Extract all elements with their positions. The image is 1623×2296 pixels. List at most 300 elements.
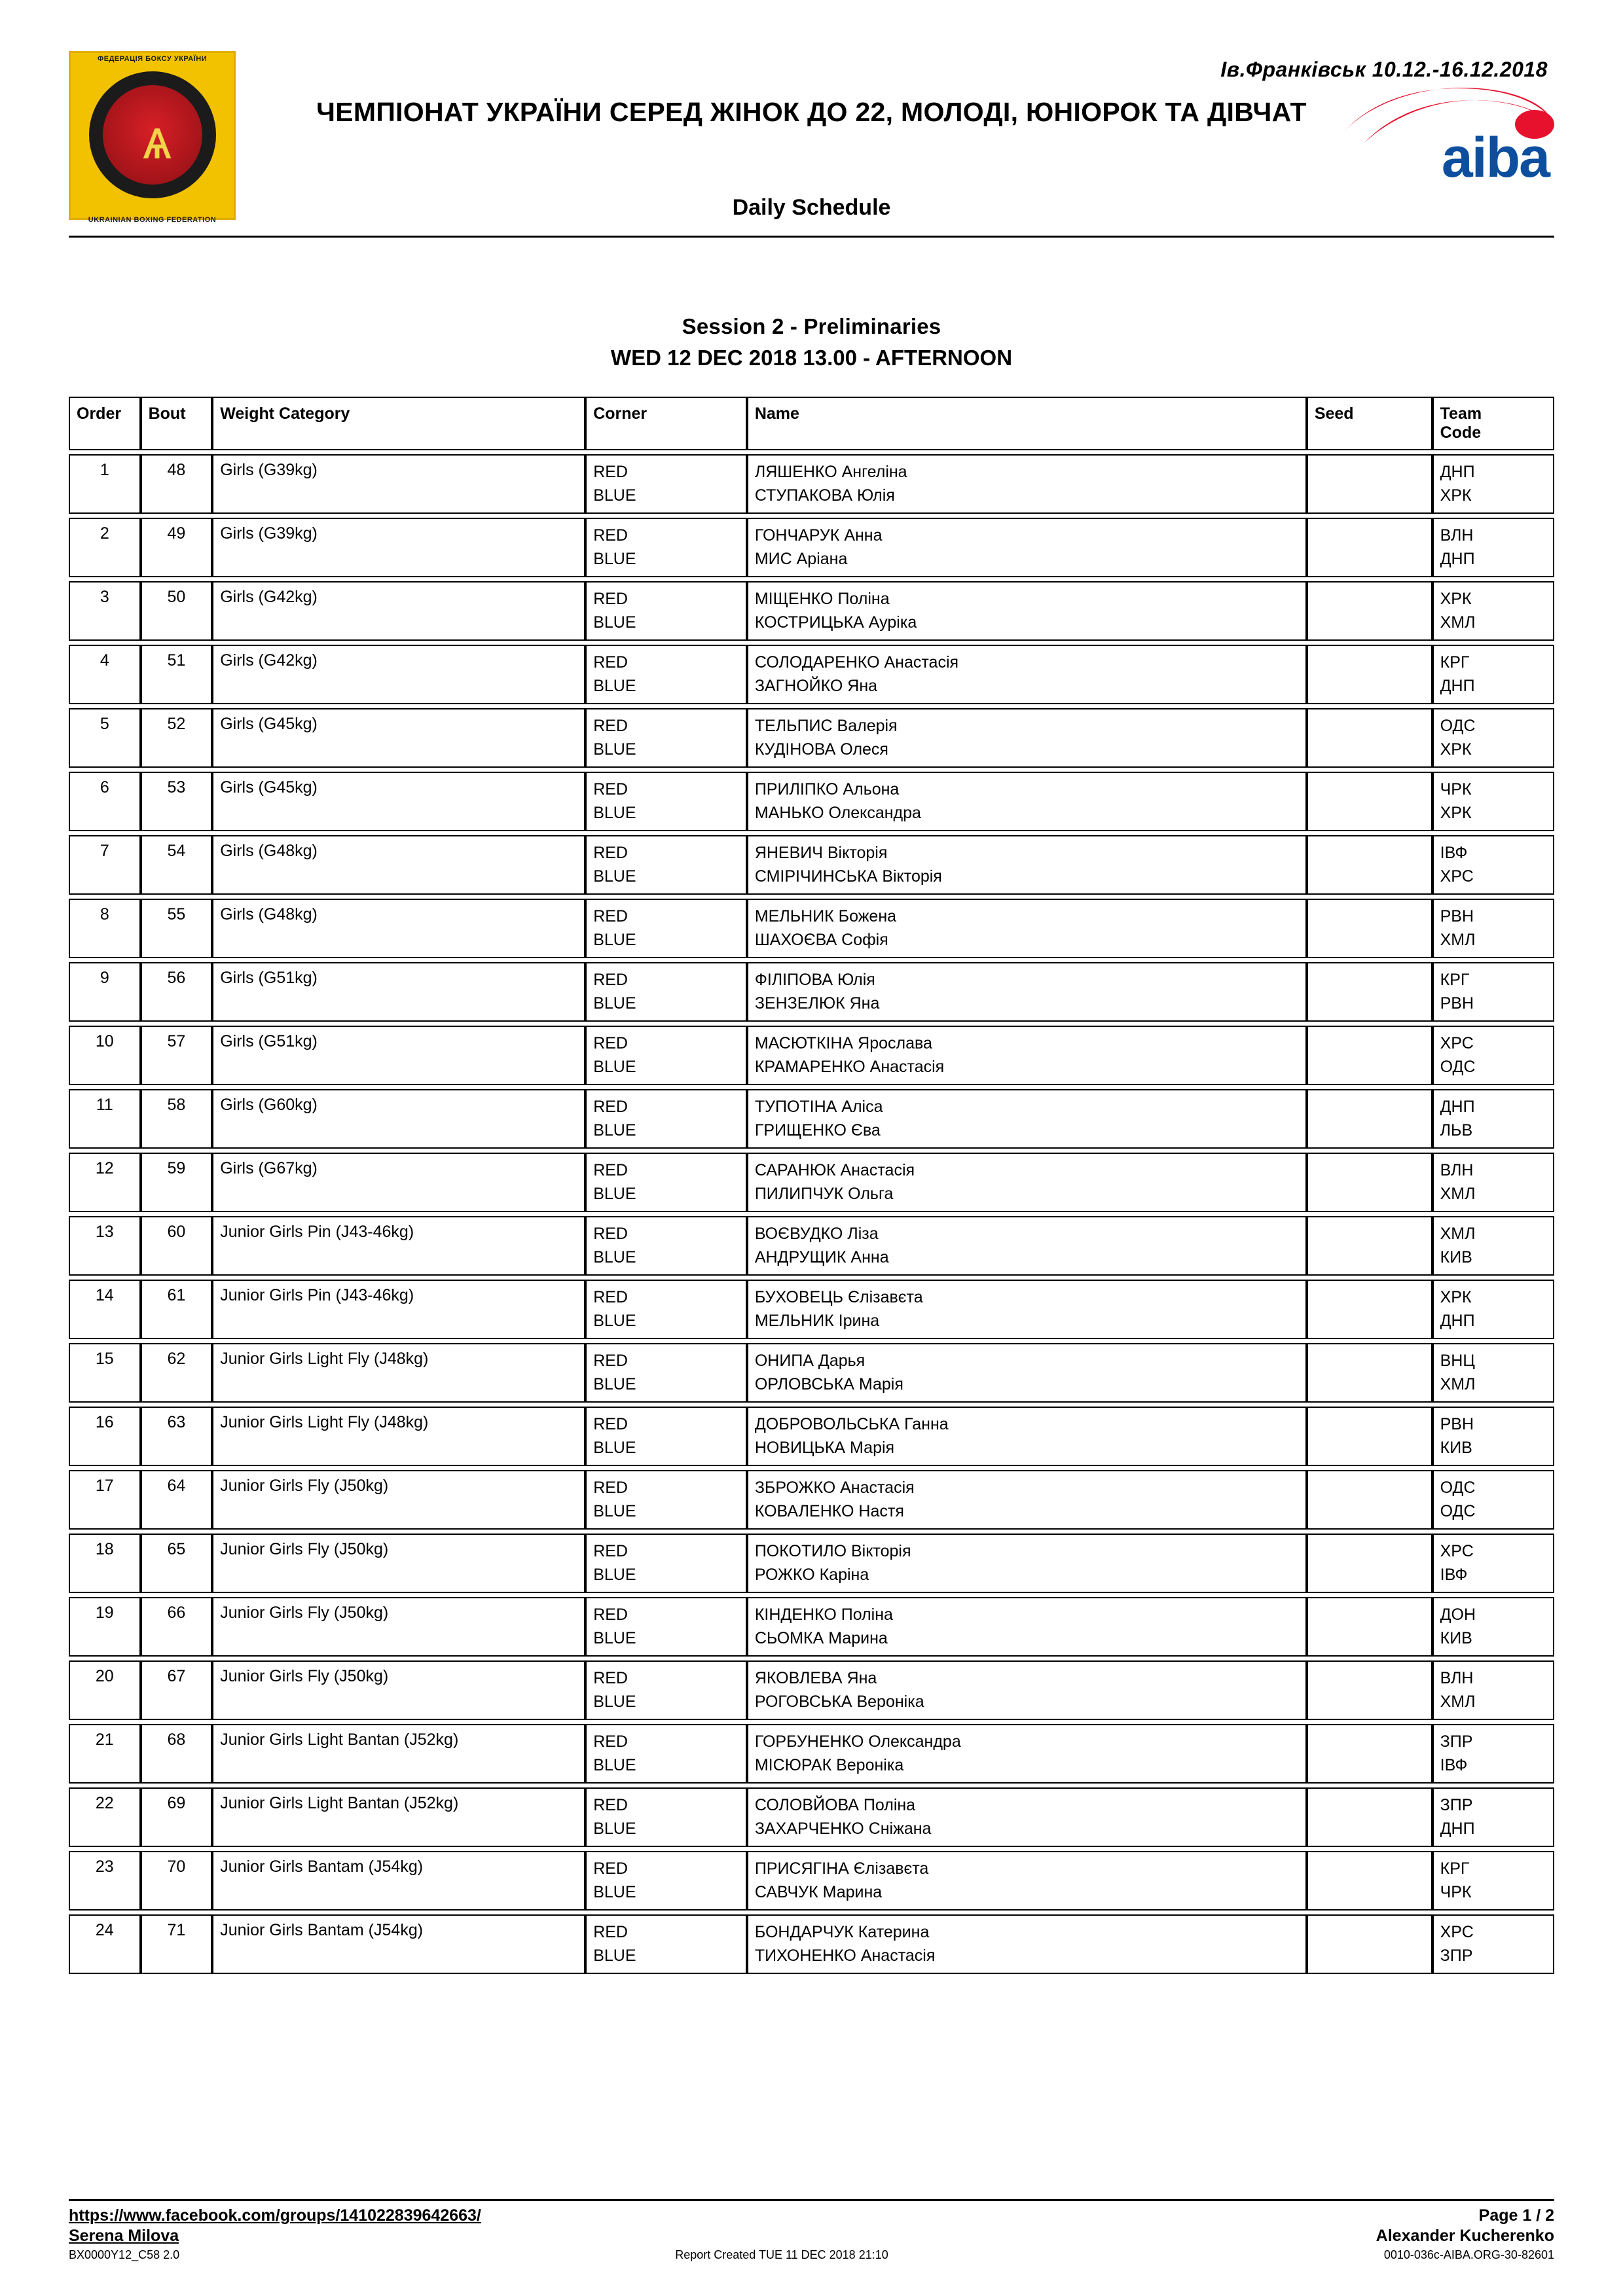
cell-order: 13	[69, 1216, 141, 1276]
facebook-link[interactable]: https://www.facebook.com/groups/141022839642663/	[69, 2206, 481, 2225]
cell-team-code-line2: ХМЛ	[1440, 1374, 1476, 1393]
cell-name-line2: КОСТРИЦЬКА Ауріка	[754, 613, 917, 632]
cell-team-code-line1: ДОН	[1440, 1605, 1476, 1624]
cell-seed-line2	[1315, 1437, 1425, 1460]
document-code: BX0000Y12_C58 2.0	[69, 2248, 180, 2261]
cell-bout: 48	[141, 454, 213, 514]
org-code: 0010-036c-AIBA.ORG-30-82601	[1383, 2248, 1554, 2261]
cell-weight-category: Girls (G51kg)	[212, 1026, 585, 1085]
cell-weight-category: Junior Girls Light Bantan (J52kg)	[212, 1724, 585, 1784]
cell-team-code	[1432, 1470, 1554, 1530]
cell-team-code	[1432, 581, 1554, 641]
cell-corner	[585, 772, 747, 831]
column-header-team-line2: Code	[1440, 423, 1482, 442]
cell-corner	[585, 708, 747, 768]
cell-team-code	[1432, 1787, 1554, 1847]
cell-corner	[585, 1597, 747, 1657]
cell-seed	[1307, 1343, 1432, 1403]
cell-team-code-line1: ДНП	[1440, 463, 1475, 481]
cell-corner	[585, 1089, 747, 1149]
cell-corner-line2: BLUE	[593, 1882, 636, 1901]
cell-team-code-line2: ЛЬВ	[1440, 1121, 1473, 1139]
cell-corner-line1: RED	[593, 780, 628, 798]
cell-corner	[585, 1851, 747, 1910]
cell-order: 3	[69, 581, 141, 641]
cell-name-line1: БУХОВЕЦЬ Єлізавєта	[754, 1288, 923, 1306]
cell-name	[747, 1343, 1307, 1403]
session-subtitle: WED 12 DEC 2018 13.00 - AFTERNOON	[610, 346, 1013, 370]
cell-team-code-line2: КИВ	[1440, 1247, 1472, 1266]
cell-corner	[585, 581, 747, 641]
cell-name-line1: ГОРБУНЕНКО Олександра	[754, 1732, 961, 1751]
cell-seed	[1307, 1280, 1432, 1339]
cell-name-line2: МАНЬКО Олександра	[754, 803, 921, 822]
cell-seed	[1307, 772, 1432, 831]
cell-bout: 51	[141, 645, 213, 704]
cell-seed-line2	[1315, 1246, 1425, 1270]
cell-order: 1	[69, 454, 141, 514]
cell-corner-line2: BLUE	[593, 994, 636, 1013]
cell-weight-category: Girls (G67kg)	[212, 1153, 585, 1212]
column-header-team-line1: Team	[1440, 404, 1482, 423]
table-row	[69, 1534, 1554, 1593]
cell-seed	[1307, 518, 1432, 577]
cell-seed	[1307, 454, 1432, 514]
cell-weight-category: Junior Girls Light Bantan (J52kg)	[212, 1787, 585, 1847]
cell-seed-line2	[1315, 1183, 1425, 1206]
cell-seed-line2	[1315, 1627, 1425, 1651]
cell-seed	[1307, 962, 1432, 1022]
cell-team-code	[1432, 454, 1554, 514]
cell-team-code-line2: КИВ	[1440, 1438, 1472, 1457]
cell-seed-line1	[1315, 524, 1425, 548]
table-row	[69, 518, 1554, 577]
cell-name	[747, 1534, 1307, 1593]
table-row	[69, 1724, 1554, 1784]
cell-order: 5	[69, 708, 141, 768]
cell-team-code-line2: ДНП	[1440, 676, 1475, 695]
cell-corner-line2: BLUE	[593, 1374, 636, 1393]
cell-weight-category: Girls (G45kg)	[212, 772, 585, 831]
cell-name-line2: ГРИЩЕНКО Єва	[754, 1121, 881, 1139]
cell-corner-line1: RED	[593, 1796, 628, 1814]
cell-name-line1: САРАНЮК Анастасія	[754, 1161, 915, 1179]
cell-name	[747, 518, 1307, 577]
cell-corner-line2: BLUE	[593, 1247, 636, 1266]
cell-bout: 60	[141, 1216, 213, 1276]
cell-name	[747, 772, 1307, 831]
cell-team-code	[1432, 772, 1554, 831]
document-footer	[69, 2199, 1554, 2262]
cell-team-code	[1432, 1534, 1554, 1593]
cell-corner-line1: RED	[593, 1732, 628, 1751]
cell-name	[747, 581, 1307, 641]
column-header-name: Name	[747, 397, 1307, 450]
cell-seed	[1307, 1407, 1432, 1466]
cell-corner-line1: RED	[593, 1288, 628, 1306]
cell-team-code-line1: ЗПР	[1440, 1732, 1473, 1751]
cell-corner	[585, 1914, 747, 1974]
table-row	[69, 1407, 1554, 1466]
cell-seed-line2	[1315, 1500, 1425, 1524]
cell-bout: 69	[141, 1787, 213, 1847]
cell-name-line2: ШАХОЄВА Софія	[754, 930, 888, 949]
cell-name-line2: МІСЮРАК Вероніка	[754, 1755, 904, 1774]
cell-name-line1: ПРИЛІПКО Альона	[754, 780, 900, 798]
cell-seed-line1	[1315, 715, 1425, 738]
report-created: Report Created TUE 11 DEC 2018 21:10	[675, 2248, 888, 2261]
cell-team-code	[1432, 1343, 1554, 1403]
cell-order: 2	[69, 518, 141, 577]
cell-corner-line1: RED	[593, 1479, 628, 1497]
cell-corner-line2: BLUE	[593, 1819, 636, 1838]
cell-name	[747, 1153, 1307, 1212]
cell-team-code-line1: ХРК	[1440, 1288, 1472, 1306]
cell-corner	[585, 1153, 747, 1212]
schedule-table-body	[69, 454, 1554, 1974]
cell-seed	[1307, 835, 1432, 895]
cell-name-line1: СОЛОДАРЕНКО Анастасія	[754, 653, 959, 672]
cell-bout: 58	[141, 1089, 213, 1149]
cell-seed	[1307, 1597, 1432, 1657]
cell-bout: 61	[141, 1280, 213, 1339]
cell-name	[747, 1724, 1307, 1784]
cell-seed-line1	[1315, 1413, 1425, 1437]
cell-corner-line1: RED	[593, 1923, 628, 1941]
cell-name-line1: ЗБРОЖКО Анастасія	[754, 1479, 915, 1497]
cell-corner	[585, 1660, 747, 1720]
cell-name-line1: КІНДЕНКО Поліна	[754, 1605, 893, 1624]
table-row	[69, 1851, 1554, 1910]
cell-team-code-line1: ЧРК	[1440, 780, 1472, 798]
cell-corner-line1: RED	[593, 1859, 628, 1878]
cell-name	[747, 1089, 1307, 1149]
cell-team-code-line1: ВЛН	[1440, 1161, 1474, 1179]
cell-seed-line2	[1315, 484, 1425, 508]
cell-name-line1: ЛЯШЕНКО Ангеліна	[754, 463, 907, 481]
cell-seed-line1	[1315, 461, 1425, 484]
cell-corner-line2: BLUE	[593, 1755, 636, 1774]
cell-corner-line1: RED	[593, 1225, 628, 1243]
cell-corner-line1: RED	[593, 1669, 628, 1687]
cell-weight-category: Girls (G60kg)	[212, 1089, 585, 1149]
cell-seed-line1	[1315, 1667, 1425, 1691]
logo-arc-top-text: ФЕДЕРАЦІЯ БОКСУ УКРАЇНИ	[97, 55, 208, 63]
cell-team-code-line2: ХМЛ	[1440, 930, 1476, 949]
table-row	[69, 962, 1554, 1022]
table-row	[69, 708, 1554, 768]
cell-weight-category: Girls (G39kg)	[212, 454, 585, 514]
cell-seed-line2	[1315, 1119, 1425, 1143]
table-row	[69, 1280, 1554, 1339]
column-header-bout: Bout	[141, 397, 213, 450]
cell-order: 11	[69, 1089, 141, 1149]
table-row	[69, 1787, 1554, 1847]
schedule-table	[69, 393, 1554, 1978]
cell-team-code	[1432, 1026, 1554, 1085]
cell-seed	[1307, 1534, 1432, 1593]
cell-weight-category: Junior Girls Bantam (J54kg)	[212, 1851, 585, 1910]
cell-weight-category: Junior Girls Fly (J50kg)	[212, 1660, 585, 1720]
cell-corner-line1: RED	[593, 971, 628, 989]
footer-row-names	[69, 2227, 1554, 2246]
cell-weight-category: Girls (G42kg)	[212, 581, 585, 641]
cell-corner-line2: BLUE	[593, 1628, 636, 1647]
cell-order: 21	[69, 1724, 141, 1784]
cell-corner	[585, 518, 747, 577]
cell-seed-line1	[1315, 905, 1425, 929]
cell-team-code-line1: КРГ	[1440, 653, 1470, 672]
cell-name	[747, 1407, 1307, 1466]
cell-order: 8	[69, 899, 141, 958]
cell-team-code	[1432, 1089, 1554, 1149]
header-divider	[69, 236, 1554, 238]
cell-team-code-line2: ХМЛ	[1440, 613, 1476, 632]
cell-weight-category: Junior Girls Pin (J43-46kg)	[212, 1280, 585, 1339]
cell-team-code-line2: ХРК	[1440, 486, 1472, 505]
cell-corner-line1: RED	[593, 1415, 628, 1433]
cell-corner-line1: RED	[593, 1605, 628, 1624]
cell-corner	[585, 835, 747, 895]
cell-corner	[585, 1407, 747, 1466]
trident-icon: ѧ	[143, 108, 172, 171]
cell-bout: 64	[141, 1470, 213, 1530]
footer-right-official: Alexander Kucherenko	[1376, 2227, 1554, 2245]
cell-weight-category: Junior Girls Light Fly (J48kg)	[212, 1407, 585, 1466]
cell-seed	[1307, 899, 1432, 958]
cell-name	[747, 835, 1307, 895]
cell-weight-category: Girls (G45kg)	[212, 708, 585, 768]
cell-order: 20	[69, 1660, 141, 1720]
cell-bout: 55	[141, 899, 213, 958]
cell-name-line1: ПОКОТИЛО Вікторія	[754, 1542, 911, 1560]
cell-team-code	[1432, 518, 1554, 577]
cell-corner	[585, 1724, 747, 1784]
cell-seed-line2	[1315, 738, 1425, 762]
cell-bout: 66	[141, 1597, 213, 1657]
cell-name	[747, 1787, 1307, 1847]
column-header-team-code	[1432, 397, 1554, 450]
cell-team-code-line1: ХРС	[1440, 1034, 1474, 1052]
cell-seed-line1	[1315, 1477, 1425, 1500]
cell-seed-line1	[1315, 588, 1425, 611]
cell-name-line2: КУДІНОВА Олеся	[754, 740, 888, 759]
page-number: Page 1 / 2	[1478, 2206, 1554, 2225]
cell-corner-line2: BLUE	[593, 613, 636, 632]
cell-corner-line2: BLUE	[593, 486, 636, 505]
cell-corner	[585, 1280, 747, 1339]
cell-order: 16	[69, 1407, 141, 1466]
cell-name-line2: СТУПАКОВА Юлія	[754, 486, 895, 505]
cell-bout: 49	[141, 518, 213, 577]
cell-name-line1: МЕЛЬНИК Божена	[754, 907, 897, 925]
cell-corner-line1: RED	[593, 463, 628, 481]
cell-seed	[1307, 1914, 1432, 1974]
cell-team-code	[1432, 1914, 1554, 1974]
cell-corner-line2: BLUE	[593, 1692, 636, 1711]
cell-name-line1: ВОЄВУДКО Ліза	[754, 1225, 879, 1243]
cell-seed-line1	[1315, 1731, 1425, 1754]
cell-name-line2: НОВИЦЬКА Марія	[754, 1438, 895, 1457]
cell-name-line2: ПИЛИПЧУК Ольга	[754, 1184, 894, 1203]
cell-bout: 57	[141, 1026, 213, 1085]
cell-name-line1: МІЩЕНКО Поліна	[754, 590, 890, 608]
cell-weight-category: Girls (G51kg)	[212, 962, 585, 1022]
cell-seed	[1307, 1026, 1432, 1085]
table-row	[69, 581, 1554, 641]
cell-corner-line2: BLUE	[593, 1184, 636, 1203]
column-header-corner: Corner	[585, 397, 747, 450]
cell-seed-line2	[1315, 802, 1425, 825]
cell-name-line2: АНДРУЩИК Анна	[754, 1247, 889, 1266]
cell-team-code-line1: КРГ	[1440, 971, 1470, 989]
cell-seed-line2	[1315, 865, 1425, 889]
table-row	[69, 1216, 1554, 1276]
cell-name-line1: ЯКОВЛЕВА Яна	[754, 1669, 877, 1687]
cell-bout: 59	[141, 1153, 213, 1212]
footer-row-links	[69, 2206, 1554, 2225]
cell-team-code-line1: КРГ	[1440, 1859, 1470, 1878]
cell-corner-line1: RED	[593, 1161, 628, 1179]
cell-team-code-line1: ЗПР	[1440, 1796, 1473, 1814]
session-title: Session 2 - Preliminaries	[682, 314, 941, 338]
table-row	[69, 899, 1554, 958]
aiba-logo	[1292, 79, 1554, 203]
cell-name	[747, 645, 1307, 704]
cell-team-code-line1: ОДС	[1440, 717, 1476, 735]
table-row	[69, 1914, 1554, 1974]
cell-name	[747, 1280, 1307, 1339]
cell-seed-line2	[1315, 992, 1425, 1016]
cell-team-code	[1432, 835, 1554, 895]
cell-team-code	[1432, 1216, 1554, 1276]
cell-team-code-line2: РВН	[1440, 994, 1474, 1013]
cell-seed	[1307, 1153, 1432, 1212]
cell-corner-line2: BLUE	[593, 1946, 636, 1965]
cell-order: 22	[69, 1787, 141, 1847]
cell-corner-line2: BLUE	[593, 676, 636, 695]
cell-corner	[585, 645, 747, 704]
cell-seed-line1	[1315, 651, 1425, 675]
cell-corner-line1: RED	[593, 1034, 628, 1052]
cell-corner	[585, 899, 747, 958]
cell-team-code-line2: ІВФ	[1440, 1565, 1468, 1584]
cell-weight-category: Junior Girls Fly (J50kg)	[212, 1597, 585, 1657]
cell-seed-line1	[1315, 778, 1425, 802]
cell-corner-line1: RED	[593, 717, 628, 735]
cell-order: 10	[69, 1026, 141, 1085]
cell-name-line2: МЕЛЬНИК Ірина	[754, 1311, 880, 1330]
cell-seed-line1	[1315, 1159, 1425, 1183]
cell-team-code-line2: ХРС	[1440, 867, 1474, 886]
cell-team-code-line1: ХРК	[1440, 590, 1472, 608]
cell-seed	[1307, 708, 1432, 768]
cell-team-code	[1432, 1280, 1554, 1339]
cell-weight-category: Junior Girls Light Fly (J48kg)	[212, 1343, 585, 1403]
cell-seed-line2	[1315, 1691, 1425, 1714]
cell-weight-category: Junior Girls Pin (J43-46kg)	[212, 1216, 585, 1276]
cell-order: 24	[69, 1914, 141, 1974]
cell-name	[747, 1216, 1307, 1276]
cell-team-code	[1432, 1660, 1554, 1720]
table-header-row	[69, 397, 1554, 450]
cell-bout: 54	[141, 835, 213, 895]
cell-name-line1: ОНИПА Дарья	[754, 1352, 866, 1370]
cell-name-line2: ЗАХАРЧЕНКО Сніжана	[754, 1819, 932, 1838]
cell-corner-line2: BLUE	[593, 549, 636, 568]
cell-corner	[585, 1343, 747, 1403]
cell-corner-line2: BLUE	[593, 1438, 636, 1457]
cell-team-code-line2: ЧРК	[1440, 1882, 1472, 1901]
cell-seed-line1	[1315, 1223, 1425, 1246]
cell-name-line2: КРАМАРЕНКО Анастасія	[754, 1057, 945, 1076]
cell-seed	[1307, 581, 1432, 641]
cell-order: 18	[69, 1534, 141, 1593]
cell-team-code-line2: ДНП	[1440, 549, 1475, 568]
cell-seed	[1307, 1216, 1432, 1276]
column-header-weight-category: Weight Category	[212, 397, 585, 450]
cell-name-line2: СЬОМКА Марина	[754, 1628, 888, 1647]
cell-seed-line1	[1315, 1604, 1425, 1627]
cell-team-code-line2: ХМЛ	[1440, 1692, 1476, 1711]
cell-order: 19	[69, 1597, 141, 1657]
cell-corner	[585, 454, 747, 514]
cell-name	[747, 708, 1307, 768]
table-row	[69, 772, 1554, 831]
cell-team-code	[1432, 962, 1554, 1022]
cell-team-code	[1432, 1407, 1554, 1466]
cell-seed	[1307, 1660, 1432, 1720]
cell-corner-line2: BLUE	[593, 1057, 636, 1076]
cell-team-code	[1432, 1851, 1554, 1910]
cell-name	[747, 1026, 1307, 1085]
cell-name-line2: МИС Аріана	[754, 549, 848, 568]
table-row	[69, 835, 1554, 895]
cell-seed-line1	[1315, 1096, 1425, 1119]
cell-order: 15	[69, 1343, 141, 1403]
event-dateline: Ів.Франківськ 10.12.-16.12.2018	[1220, 58, 1548, 81]
cell-seed-line1	[1315, 1921, 1425, 1945]
cell-name-line2: ЗАГНОЙКО Яна	[754, 676, 878, 695]
cell-seed-line2	[1315, 1564, 1425, 1587]
cell-team-code-line2: ДНП	[1440, 1819, 1475, 1838]
cell-order: 23	[69, 1851, 141, 1910]
cell-bout: 71	[141, 1914, 213, 1974]
footer-divider	[69, 2199, 1554, 2201]
cell-seed	[1307, 1787, 1432, 1847]
table-row	[69, 1597, 1554, 1657]
cell-team-code-line2: ОДС	[1440, 1057, 1476, 1076]
cell-order: 7	[69, 835, 141, 895]
cell-corner-line1: RED	[593, 590, 628, 608]
cell-corner-line2: BLUE	[593, 803, 636, 822]
cell-bout: 53	[141, 772, 213, 831]
cell-bout: 67	[141, 1660, 213, 1720]
cell-corner-line2: BLUE	[593, 1565, 636, 1584]
footer-left-official: Serena Milova	[69, 2227, 179, 2245]
page-title: ЧЕМПІОНАТ УКРАЇНИ СЕРЕД ЖІНОК ДО 22, МОЛОДІ, ЮНІОРОК ТА ДІВЧАТ	[316, 97, 1307, 127]
cell-corner	[585, 1216, 747, 1276]
cell-bout: 68	[141, 1724, 213, 1784]
table-row	[69, 1089, 1554, 1149]
cell-name	[747, 1851, 1307, 1910]
cell-seed-line1	[1315, 1286, 1425, 1310]
cell-name-line1: ТЕЛЬПИС Валерія	[754, 717, 898, 735]
table-row	[69, 1026, 1554, 1085]
table-row	[69, 454, 1554, 514]
cell-team-code	[1432, 1153, 1554, 1212]
cell-team-code-line2: ДНП	[1440, 1311, 1475, 1330]
